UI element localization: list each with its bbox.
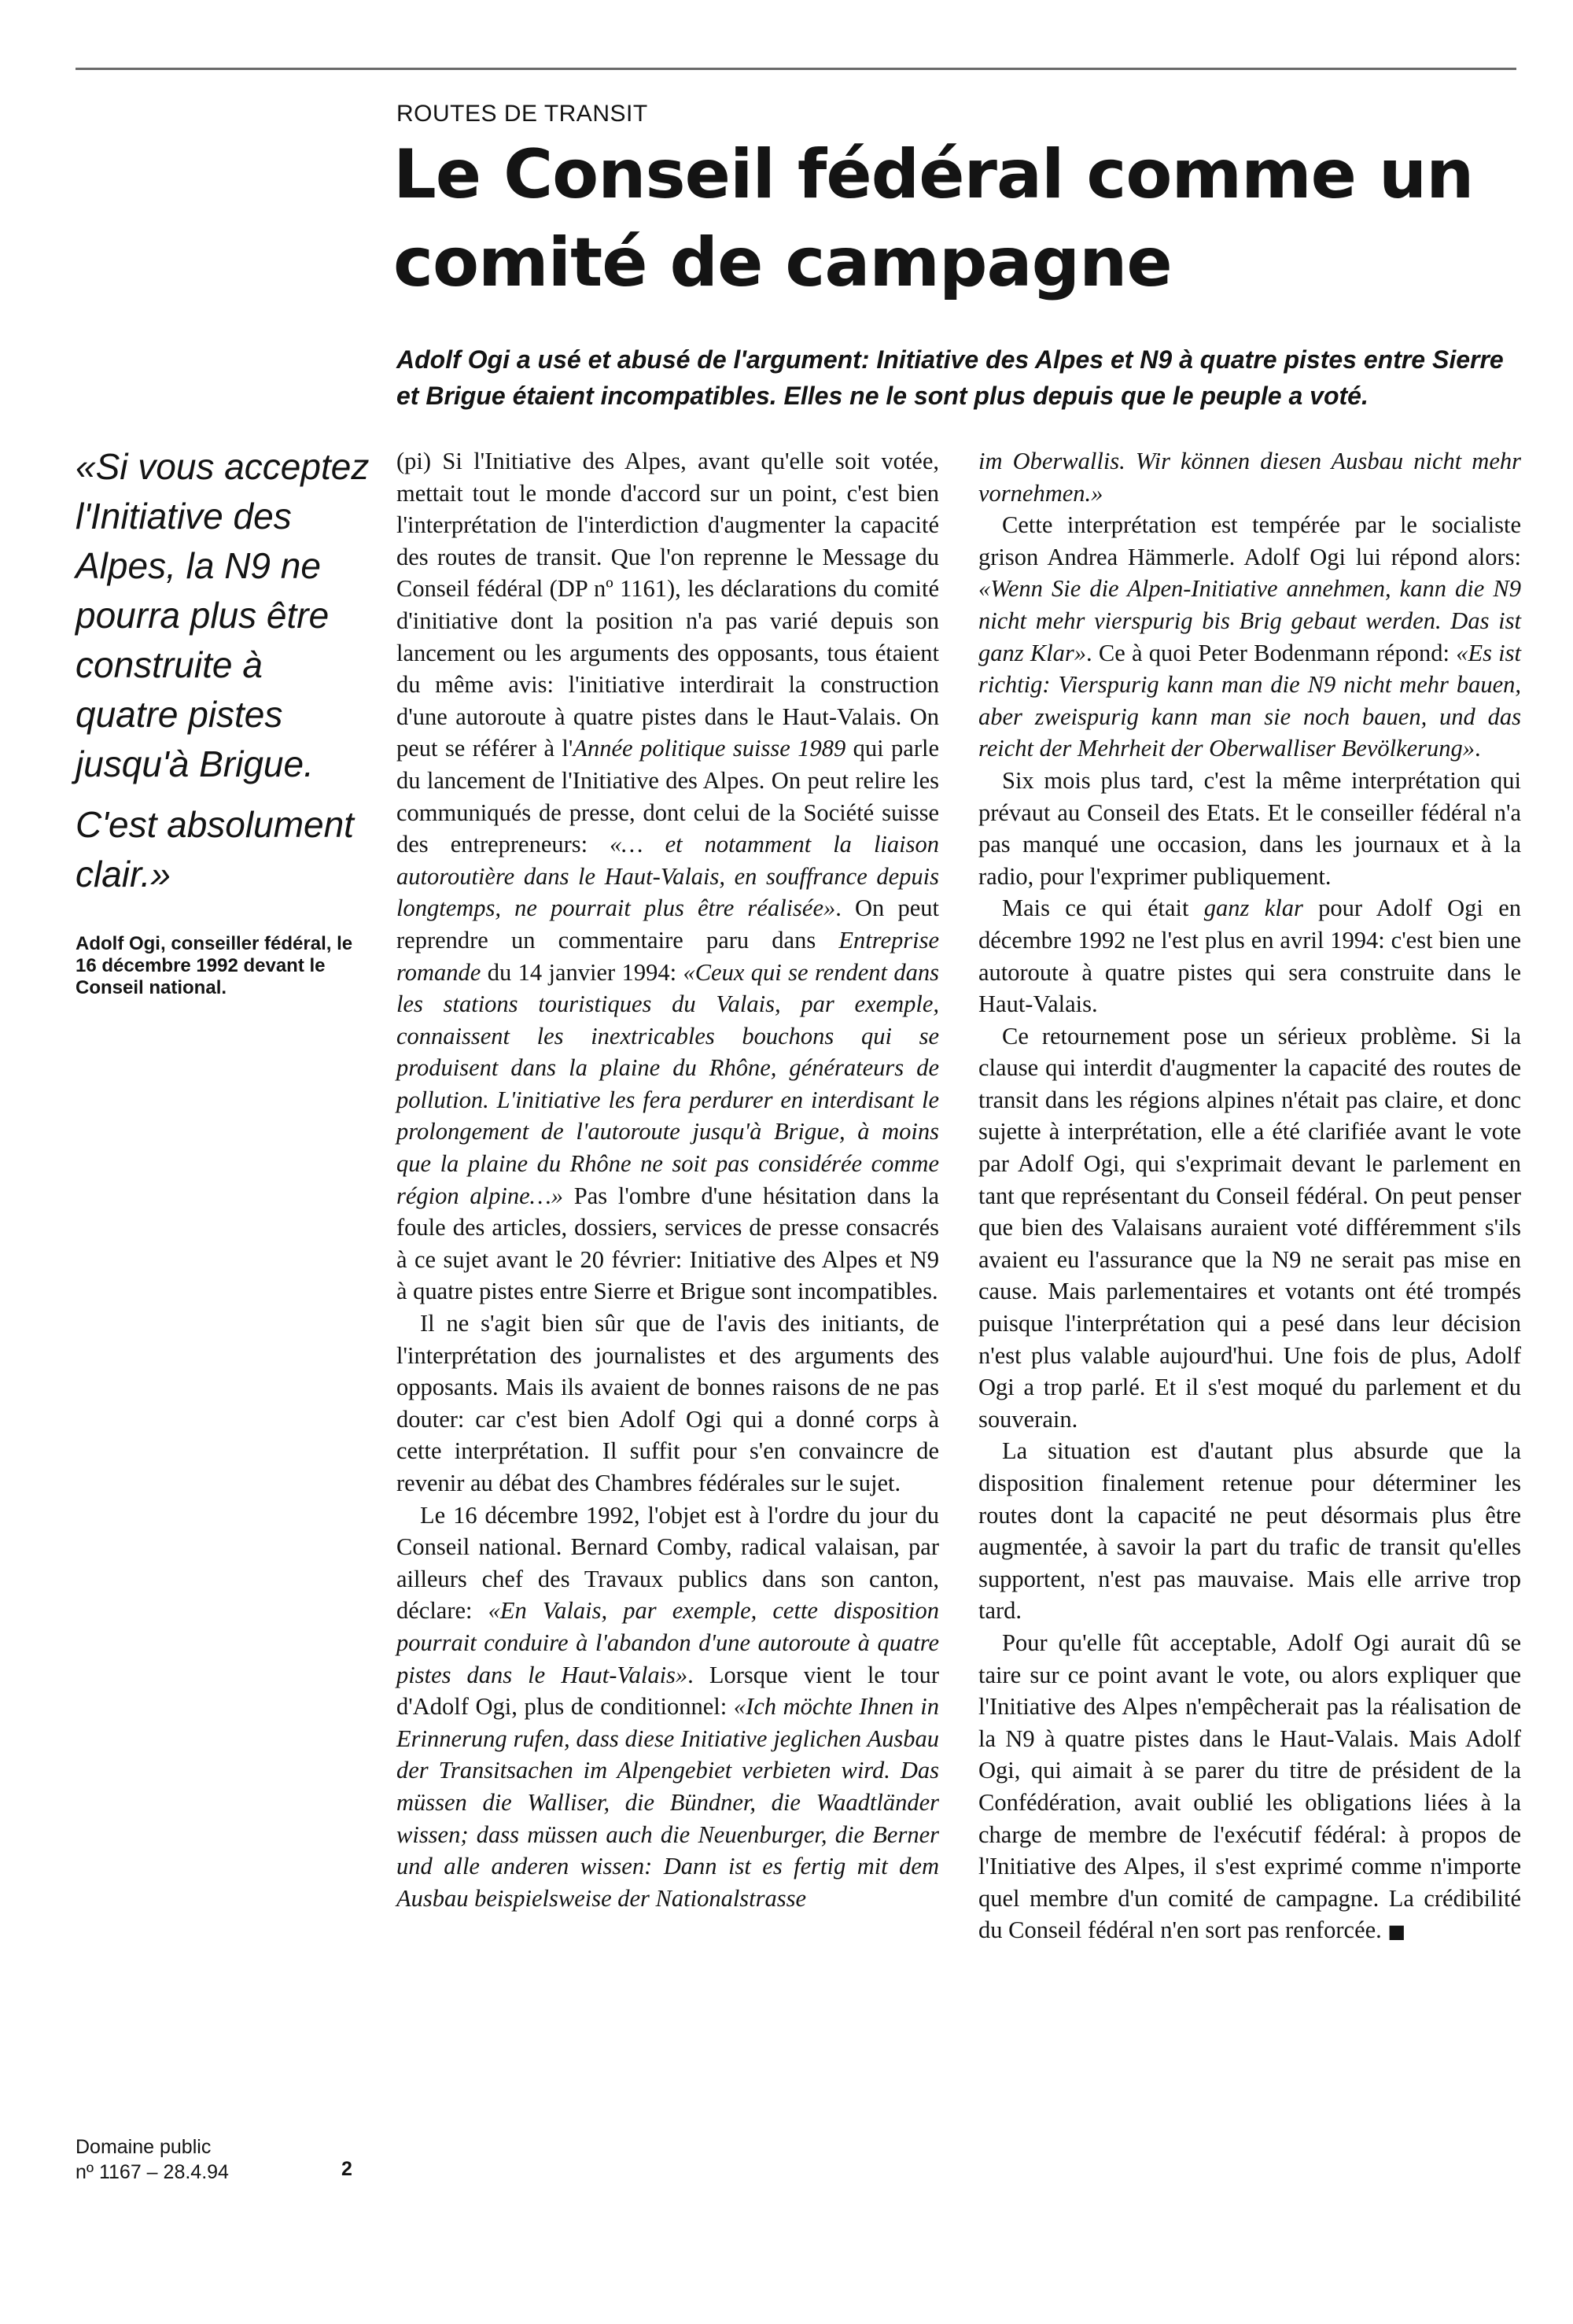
text-run: Le 16 décembre 1992, l'objet est à l'ordre du jour du Conseil national. Bernard Comby, radical valaisan, par ailleurs chef des Travaux publics dans son canton, déclare: — [396, 1501, 939, 1625]
text-run: du 14 janvier 1994: — [481, 958, 683, 986]
text-run: . Ce à quoi Peter Bodenmann répond: — [1086, 639, 1457, 666]
publication-name: Domaine public — [76, 2136, 212, 2158]
italic-quote: «En Valais, par exemple, cette disposition pourrait conduire à l'abandon d'une autoroute à quatre pistes dans le Haut-Valais» — [396, 1597, 939, 1688]
italic-run: ganz klar — [1203, 895, 1303, 922]
text-run: qui parle du lancement de l'Initiative des Alpes. On peut relire les communiqués de presse, dont celui de la Société suisse des entrepreneurs: — [396, 735, 939, 858]
text-run: pour Adolf Ogi en décembre 1992 ne l'est plus en avril 1994: c'est bien une autoroute à quatre pistes qui sera construite dans le Haut-Valais. — [978, 895, 1521, 1018]
end-of-article-icon: ■ — [1387, 1920, 1406, 1943]
paragraph — [978, 445, 1521, 509]
article-column-1 — [396, 445, 939, 1914]
text-run: Pour qu'elle fût acceptable, Adolf Ogi aurait dû se taire sur ce point avant le vote, ou alors expliquer que l'Initiative des Alpes n'empêcherait pas la réalisation de la N9 à quatre pistes dans le Haut-Valais. Mais Adolf Ogi, qui aimait à se parer du titre de président de la Confédération, avait oublié les obligations liées à la charge de membre de l'exécutif fédéral: à propos de l'Initiative des Alpes, il s'est exprimé comme n'importe quel membre d'un comité de campagne. La crédibilité du Conseil fédéral n'en sort pas renforcée. — [978, 1629, 1521, 1944]
paragraph: Il ne s'agit bien sûr que de l'avis des initiants, de l'interprétation des journalistes et des arguments des opposants. Mais ils avaient de bonnes raisons de ne pas douter: car c'est bien Adolf Ogi qui a donné corps à cette interprétation. Il suffit pour s'en convaincre de revenir au débat des Chambres fédérales sur le sujet. — [396, 1310, 939, 1496]
text-run: . On peut reprendre un commentaire paru dans — [396, 895, 939, 954]
italic-quote: «Es ist richtig: Vierspurig kann man die N9 nicht mehr bauen, aber zweispurig kann man sie noch bauen, und das reicht der Mehrheit der Oberwalliser Bevölkerung» — [978, 639, 1521, 762]
top-rule — [76, 68, 1516, 70]
italic-quote: «… et notamment la liaison autoroutière dans le Haut-Valais, en souffrance depuis longtemps, ne pourrait plus être réalisée» — [396, 831, 940, 922]
paragraph: Ce retournement pose un sérieux problème. Si la clause qui interdit d'augmenter la capacité des routes de transit dans les régions alpines n'était pas claire, et donc sujette à interprétation, elle a été clarifiée avant le vote par Adolf Ogi, qui s'exprimait devant le parlement en tant que représentant du Conseil fédéral. On peut penser que bien des Valaisans auraient voté différemment s'ils avaient eu l'assurance que la N9 ne serait pas mise en cause. Mais parlementaires et votants ont été trompés puisque l'interprétation qui a pesé dans leur décision n'est plus valable aujourd'hui. Une fois de plus, Adolf Ogi a trop parlé. Et il s'est moqué du parlement et du souverain. — [978, 1022, 1521, 1433]
issue-info: nº 1167 – 28.4.94 — [76, 2161, 229, 2183]
lead-line-1: Adolf Ogi a usé et abusé de l'argument: Initiative des Alpes et N9 à quatre pistes entre Sierre — [396, 345, 1504, 374]
title-line-1: Le Conseil fédéral comme un — [393, 135, 1474, 214]
page-number: 2 — [341, 2158, 352, 2180]
paragraph — [978, 1627, 1521, 1948]
paragraph: La situation est d'autant plus absurde que la disposition finalement retenue pour déterminer les routes dont la capacité ne peut désormais plus être augmentée, à savoir la part du trafic de transit qu'elles supportent, n'est pas mauvaise. Mais elle arrive trop tard. — [978, 1437, 1521, 1625]
text-run: . Lorsque vient le tour d'Adolf Ogi, plus de conditionnel: — [396, 1661, 939, 1721]
text-run: Mais ce qui était — [1002, 895, 1204, 922]
pull-quote-attribution: Adolf Ogi, conseiller fédéral, le 16 décembre 1992 devant le Conseil national. — [76, 933, 353, 998]
lead-line-2: et Brigue étaient incompatibles. Elles ne le sont plus depuis que le peuple a voté. — [396, 382, 1369, 410]
italic-quote: «Ich möchte Ihnen in Erinnerung rufen, dass diese Initiative jeglichen Ausbau der Transitsachen im Alpengebiet verbieten wird. Das müssen die Walliser, die Bündner, die Waadtländer wissen; dass müssen auch die Neuenburger, die Berner und alle anderen wissen: Dann ist es fertig mit dem Ausbau beispielsweise der Nationalstrasse — [396, 1693, 939, 1912]
text-run: Pas l'ombre d'une hésitation dans la foule des articles, dossiers, services de presse consacrés à ce sujet avant le 20 février: Initiative des Alpes et N9 à quatre pistes entre Sierre et Brigue sont incompatibles. — [396, 1182, 939, 1305]
article-column-2 — [978, 445, 1521, 1948]
pull-quote-text-end: C'est absolument clair.» — [76, 804, 354, 895]
italic-quote: im Oberwallis. Wir können diesen Ausbau nicht mehr vornehmen.» — [978, 448, 1521, 507]
section-kicker: ROUTES DE TRANSIT — [396, 101, 648, 127]
italic-run: Année politique suisse 1989 — [573, 735, 846, 762]
pull-quote-text: «Si vous acceptez l'Initiative des Alpes, la N9 ne pourra plus être construite à quatre pistes jusqu'à Brigue. — [76, 446, 370, 784]
publication-footer — [76, 2134, 229, 2185]
paragraph — [978, 892, 1521, 1020]
article-title — [393, 131, 1494, 307]
paragraph — [396, 1500, 939, 1915]
title-line-2: comité de campagne — [393, 223, 1172, 302]
pull-quote — [76, 442, 374, 910]
italic-quote: «Ceux qui se rendent dans les stations touristiques du Valais, par exemple, connaissent les inextricables bouchons qui se produisent dans la plaine du Rhône, générateurs de pollution. L'initiative les fera perdurer en interdisant le prolongement de l'autoroute jusqu'à Brigue, à moins que la plaine du Rhône ne soit pas considérée comme région alpine…» — [396, 958, 939, 1209]
article-lead — [396, 341, 1560, 414]
text-run: . — [1475, 735, 1481, 762]
paragraph — [978, 509, 1521, 765]
paragraph: Six mois plus tard, c'est la même interprétation qui prévaut au Conseil des Etats. Et le conseiller fédéral n'a pas manqué une occasion, dans les journaux et à la radio, pour l'exprimer publiquement. — [978, 766, 1521, 890]
italic-quote: «Wenn Sie die Alpen-Initiative annehmen, kann die N9 nicht mehr vierspurig bis Brig gebaut werden. Das ist ganz Klar» — [978, 575, 1521, 666]
text-run: (pi) Si l'Initiative des Alpes, avant qu'elle soit votée, mettait tout le monde d'accord sur un point, c'est bien l'interprétation de l'interdiction d'augmenter la capacité des routes de transit. Que l'on reprenne le Message du Conseil fédéral (DP nº 1161), les déclarations du comité d'initiative dont la position n'a pas varié depuis son lancement ou les arguments des opposants, tous étaient du même avis: l'initiative interdirait la construction d'une autoroute à quatre pistes dans le Haut-Valais. On peut se référer à l' — [396, 448, 939, 762]
text-run: Cette interprétation est tempérée par le socialiste grison Andrea Hämmerle. Adolf Ogi lui répond alors: — [978, 511, 1521, 570]
paragraph — [396, 445, 939, 1308]
italic-run: Entreprise romande — [396, 926, 939, 986]
